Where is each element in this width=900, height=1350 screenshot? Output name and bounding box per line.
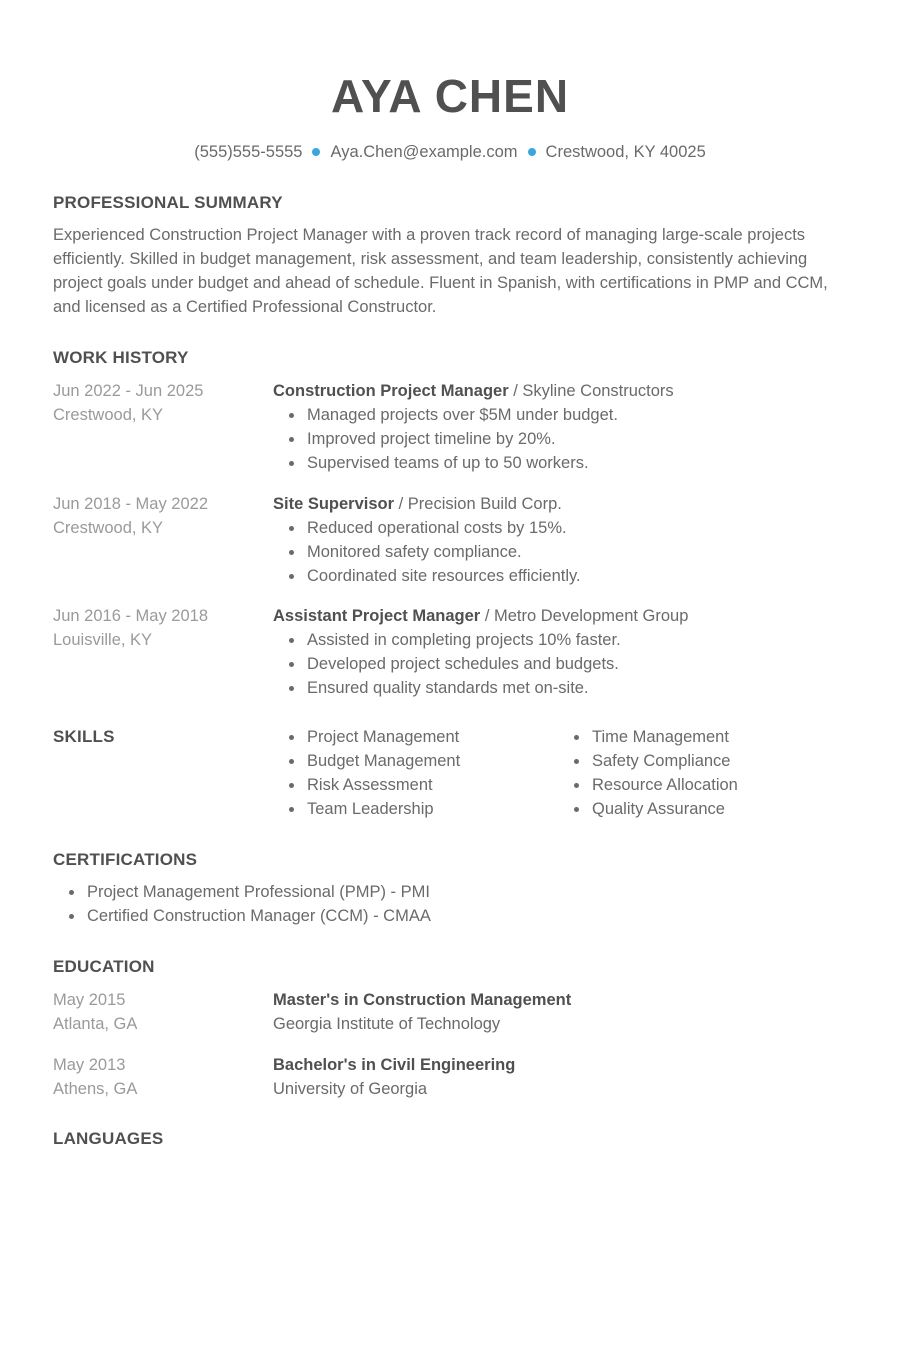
work-history-heading: WORK HISTORY xyxy=(53,348,189,367)
skill-item: Time Management xyxy=(558,725,848,749)
job-bullets xyxy=(273,403,853,475)
job-company: / Precision Build Corp. xyxy=(394,495,562,513)
job-bullet: Supervised teams of up to 50 workers. xyxy=(273,451,853,475)
job-meta xyxy=(53,492,263,540)
certifications-list xyxy=(53,880,753,928)
cert-item: Project Management Professional (PMP) - PMI xyxy=(53,880,753,904)
skills-list xyxy=(558,725,848,821)
skill-item: Budget Management xyxy=(273,749,553,773)
education-details xyxy=(273,1053,853,1101)
contact-line xyxy=(0,140,900,164)
job-company: / Skyline Constructors xyxy=(508,382,674,400)
job-role: Assistant Project Manager xyxy=(273,607,481,625)
job-bullet: Coordinated site resources efficiently. xyxy=(273,564,853,588)
job-bullet: Improved project timeline by 20%. xyxy=(273,427,853,451)
job-dates: Jun 2016 - May 2018 xyxy=(53,607,209,625)
location: Crestwood, KY 40025 xyxy=(545,143,706,161)
skill-item: Team Leadership xyxy=(273,797,553,821)
summary-text: Experienced Construction Project Manager with a proven track record of managing large-scale projects efficiently. Skilled in budget management, risk assessment, and team leadership, consistently achieving project goals under budget and ahead of schedule. Fluent in Spanish, with certifications in PMP and CCM, and licensed as a Certified Professional Constructor. xyxy=(53,226,828,316)
education-location: Atlanta, GA xyxy=(53,1015,138,1033)
skill-item: Resource Allocation xyxy=(558,773,848,797)
skills-heading: SKILLS xyxy=(53,727,115,746)
job-company: / Metro Development Group xyxy=(480,607,689,625)
job-title-line xyxy=(273,379,853,403)
job-location: Crestwood, KY xyxy=(53,519,164,537)
candidate-name: AYA CHEN xyxy=(330,70,570,122)
job-bullet: Developed project schedules and budgets. xyxy=(273,652,853,676)
job-bullets xyxy=(273,628,853,700)
separator-dot-icon xyxy=(528,148,536,156)
job-dates: Jun 2022 - Jun 2025 xyxy=(53,382,204,400)
skills-column-1 xyxy=(273,725,553,821)
school: Georgia Institute of Technology xyxy=(273,1015,501,1033)
education-details xyxy=(273,988,853,1036)
email: Aya.Chen@example.com xyxy=(330,143,518,161)
skill-item: Risk Assessment xyxy=(273,773,553,797)
job-role: Site Supervisor xyxy=(273,495,395,513)
skill-item: Safety Compliance xyxy=(558,749,848,773)
cert-item: Certified Construction Manager (CCM) - CMAA xyxy=(53,904,753,928)
education-date: May 2013 xyxy=(53,1056,126,1074)
job-bullet: Managed projects over $5M under budget. xyxy=(273,403,853,427)
job-details xyxy=(273,379,853,475)
summary-heading: PROFESSIONAL SUMMARY xyxy=(53,193,283,212)
degree: Bachelor's in Civil Engineering xyxy=(273,1056,516,1074)
job-meta xyxy=(53,604,263,652)
job-bullet: Monitored safety compliance. xyxy=(273,540,853,564)
job-bullets xyxy=(273,516,853,588)
job-bullet: Ensured quality standards met on-site. xyxy=(273,676,853,700)
skill-item: Quality Assurance xyxy=(558,797,848,821)
education-meta xyxy=(53,1053,263,1101)
job-title-line xyxy=(273,604,853,628)
job-details xyxy=(273,492,853,588)
certifications-heading: CERTIFICATIONS xyxy=(53,850,198,869)
job-title-line xyxy=(273,492,853,516)
degree-line xyxy=(273,988,853,1012)
job-dates: Jun 2018 - May 2022 xyxy=(53,495,209,513)
school: University of Georgia xyxy=(273,1080,428,1098)
degree: Master's in Construction Management xyxy=(273,991,572,1009)
job-bullet: Assisted in completing projects 10% faster. xyxy=(273,628,853,652)
job-role: Construction Project Manager xyxy=(273,382,509,400)
job-details xyxy=(273,604,853,700)
phone: (555)555-5555 xyxy=(194,143,303,161)
education-heading: EDUCATION xyxy=(53,957,155,976)
education-location: Athens, GA xyxy=(53,1080,138,1098)
skills-column-2 xyxy=(558,725,848,821)
job-location: Louisville, KY xyxy=(53,631,153,649)
skill-item: Project Management xyxy=(273,725,553,749)
education-meta xyxy=(53,988,263,1036)
job-location: Crestwood, KY xyxy=(53,406,164,424)
skills-list xyxy=(273,725,553,821)
languages-heading: LANGUAGES xyxy=(53,1129,164,1148)
separator-dot-icon xyxy=(312,148,320,156)
education-date: May 2015 xyxy=(53,991,126,1009)
cert-bullets xyxy=(53,880,753,928)
job-meta xyxy=(53,379,263,427)
degree-line xyxy=(273,1053,853,1077)
job-bullet: Reduced operational costs by 15%. xyxy=(273,516,853,540)
